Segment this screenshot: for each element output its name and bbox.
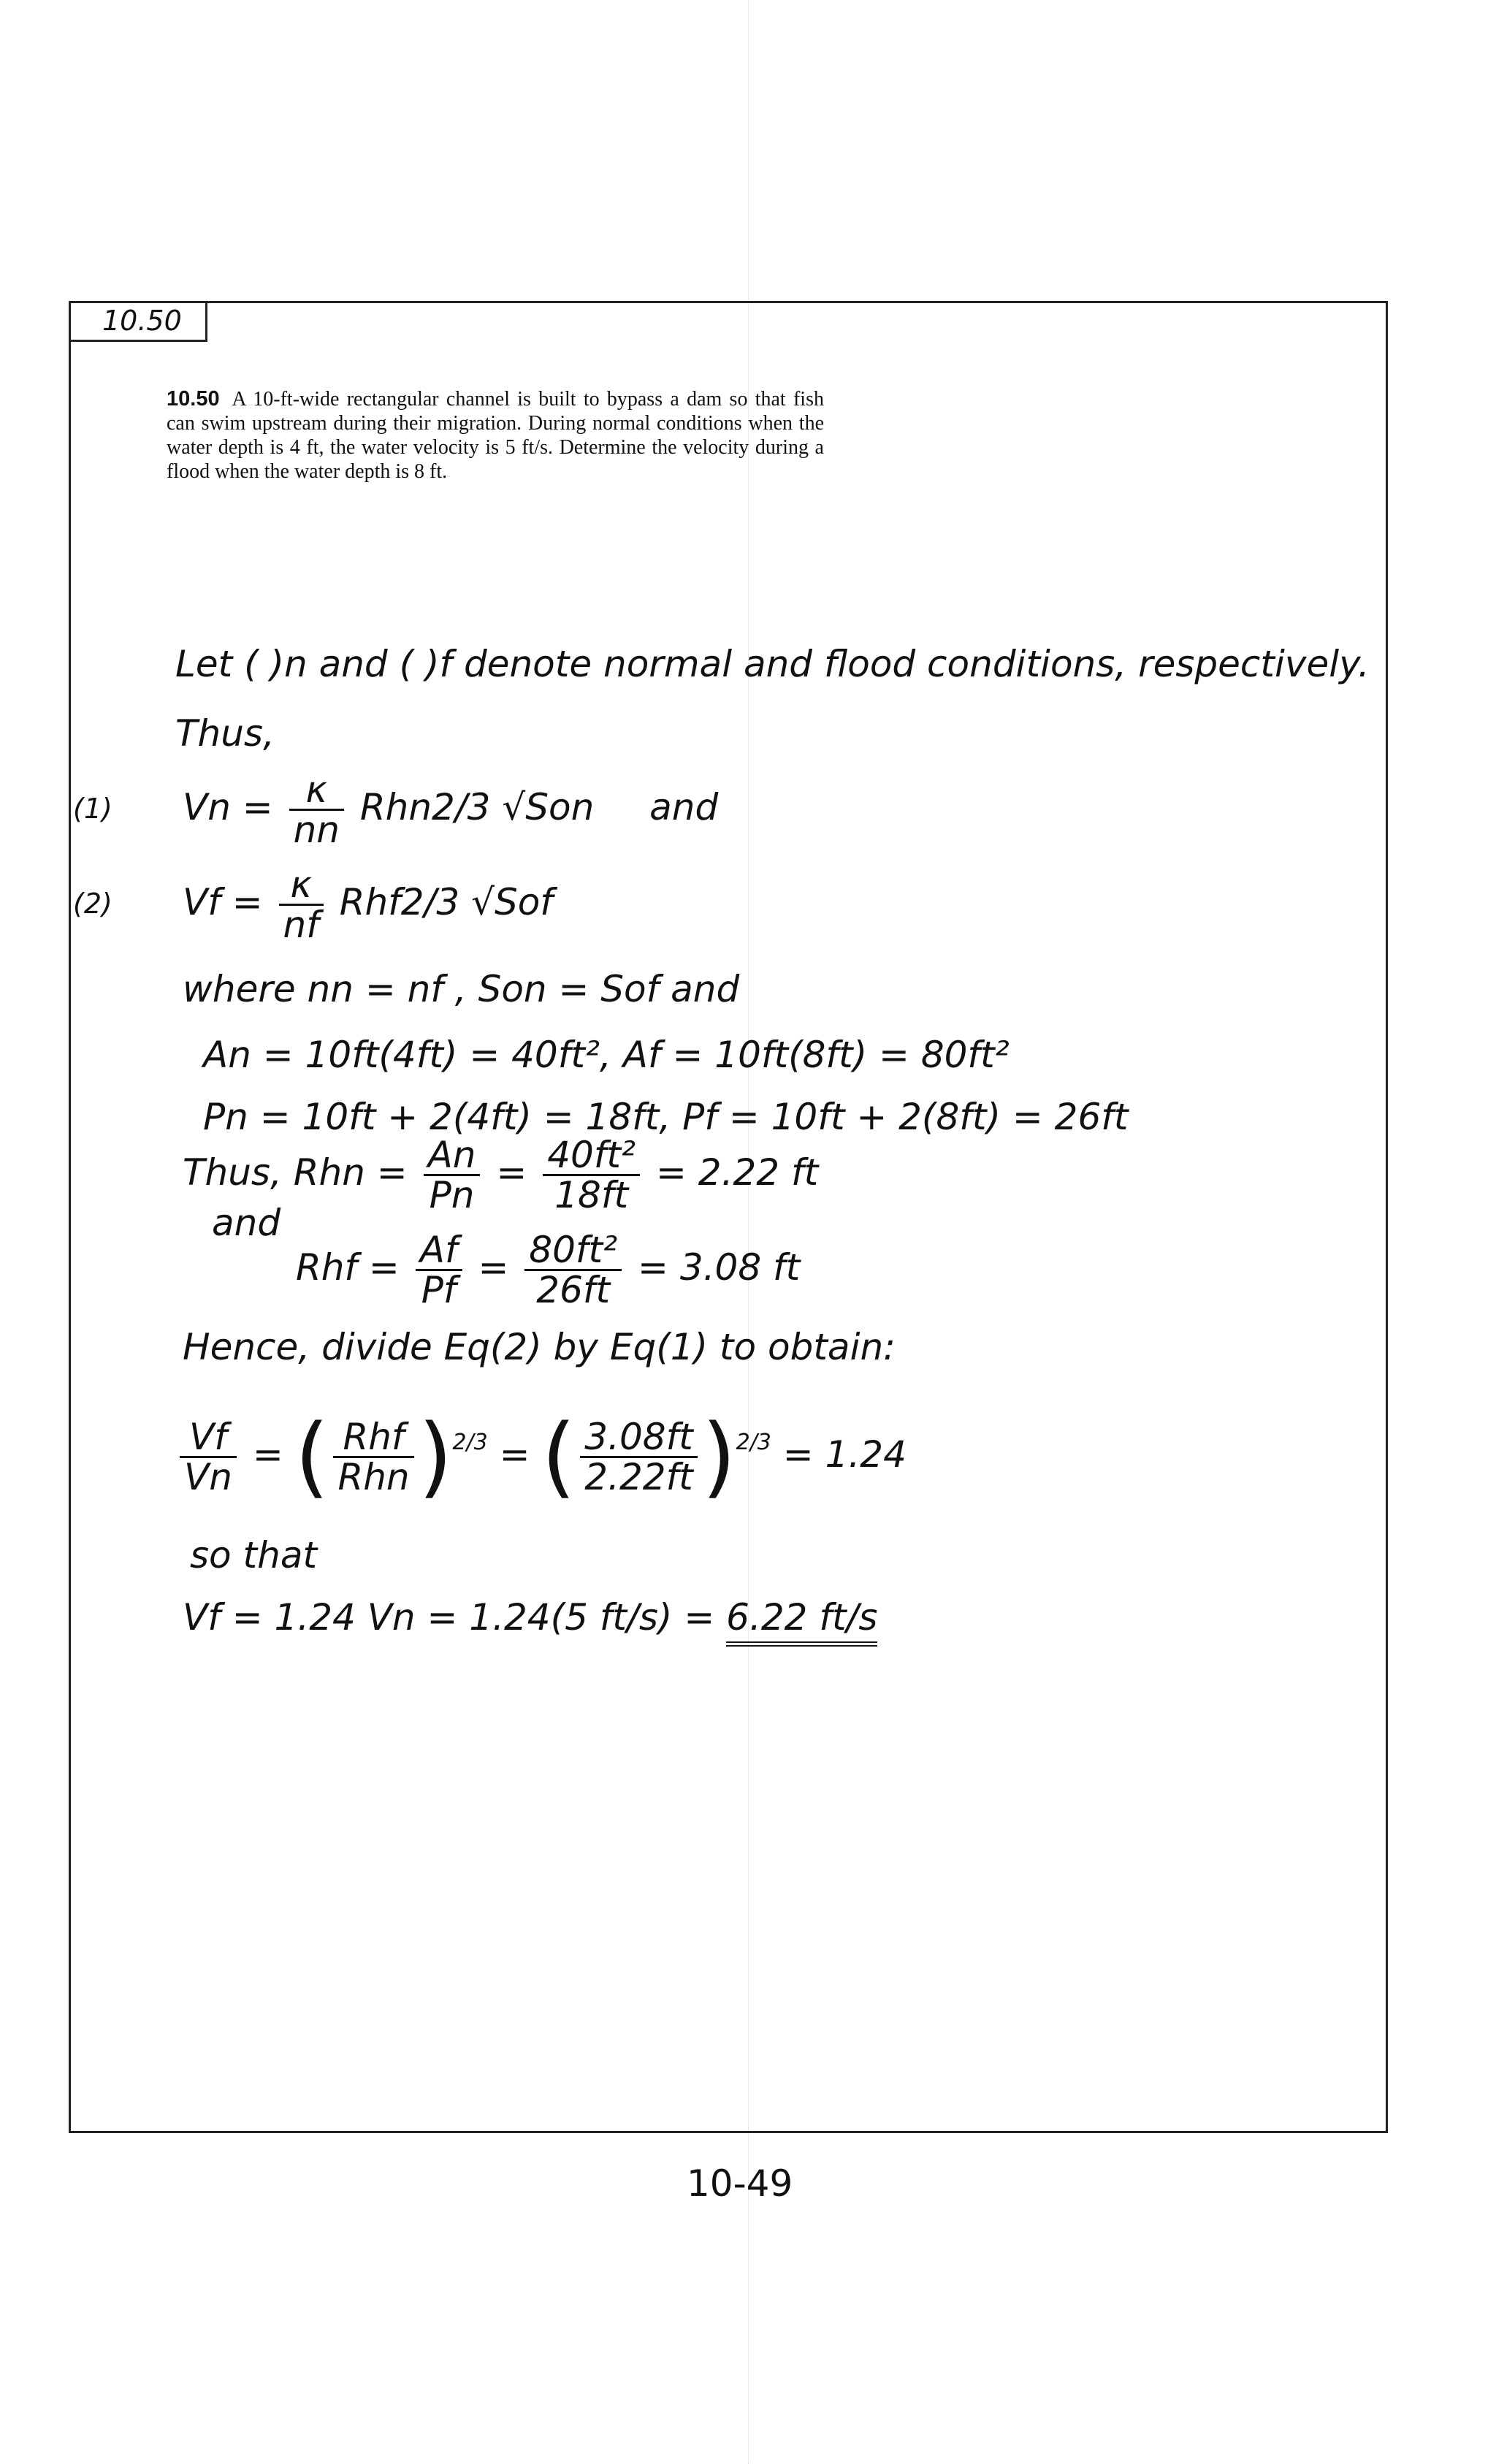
problem-tab <box>69 301 207 342</box>
thus-1: Thus, <box>175 712 275 755</box>
rhf-value-fraction <box>524 1231 622 1309</box>
right-paren: ) <box>701 1406 736 1508</box>
final-expression: Vf = 1.24 Vn = 1.24(5 ft/s) = <box>183 1596 715 1639</box>
eq2-num: κ <box>279 866 324 906</box>
eq2-lhs: Vf = <box>183 881 263 923</box>
eq2-fraction <box>279 863 324 946</box>
left-paren: ( <box>541 1406 576 1508</box>
ratio-lhs-num: Vf <box>180 1418 237 1458</box>
ratio-exp-1: 2/3 <box>452 1430 488 1455</box>
eq1-and: and <box>649 786 719 828</box>
equals-sign: = <box>496 1151 527 1194</box>
and-word: and <box>212 1202 281 1244</box>
eq1-fraction <box>289 768 344 851</box>
eq1-label: (1) <box>73 793 112 825</box>
page-number: 10-49 <box>687 2162 793 2205</box>
ratio-result: = 1.24 <box>782 1433 907 1476</box>
ratio-val-num: 3.08ft <box>580 1418 698 1458</box>
eq1-den: nn <box>293 809 340 851</box>
final-line <box>183 1596 877 1647</box>
eq1-lhs: Vn = <box>183 786 273 828</box>
problem-statement <box>167 387 824 484</box>
eq1-num: κ <box>289 771 344 811</box>
area-line: An = 10ft(4ft) = 40ft², Af = 10ft(8ft) = 80ft² <box>203 1034 1010 1076</box>
hence-line: Hence, divide Eq(2) by Eq(1) to obtain: <box>183 1326 896 1368</box>
rhn-fraction <box>424 1136 481 1214</box>
rhn-val-num: 40ft² <box>543 1136 640 1176</box>
eq2-den: nf <box>283 904 319 946</box>
rhf-fraction <box>416 1231 462 1309</box>
ratio-val-den: 2.22ft <box>584 1456 693 1498</box>
rhf-frac-den: Pf <box>421 1269 457 1311</box>
perimeter-line: Pn = 10ft + 2(4ft) = 18ft, Pf = 10ft + 2(8ft) = 26ft <box>203 1096 1129 1138</box>
rhn-result: = 2.22 ft <box>655 1151 819 1194</box>
rhn-val-den: 18ft <box>554 1174 629 1216</box>
equals-sign: = <box>478 1246 509 1289</box>
ratio-mid-num: Rhf <box>333 1418 413 1458</box>
equals-sign: = <box>252 1433 283 1476</box>
ratio-val-fraction <box>580 1418 698 1496</box>
rhf-line <box>296 1231 800 1309</box>
where-line: where nn = nf , Son = Sof and <box>183 968 740 1010</box>
rhn-value-fraction <box>543 1136 640 1214</box>
rhf-result: = 3.08 ft <box>638 1246 801 1289</box>
eq2-rest: Rhf2/3 √Sof <box>339 881 553 923</box>
ratio-lhs-fraction <box>180 1418 237 1496</box>
rhn-frac-den: Pn <box>429 1174 475 1216</box>
ratio-mid-den: Rhn <box>337 1456 410 1498</box>
ratio-mid-fraction <box>333 1418 413 1496</box>
so-that: so that <box>190 1534 318 1576</box>
equals-sign: = <box>499 1433 530 1476</box>
rhf-prefix: Rhf = <box>296 1246 400 1289</box>
rhf-val-den: 26ft <box>536 1269 611 1311</box>
left-paren: ( <box>294 1406 329 1508</box>
problem-number: 10.50 <box>167 387 220 411</box>
ratio-exp-2: 2/3 <box>736 1430 771 1455</box>
eq1-rest: Rhn2/3 √Son <box>359 786 595 828</box>
rhn-prefix: Thus, Rhn = <box>183 1151 408 1194</box>
ratio-line <box>175 1406 907 1508</box>
intro-line: Let ( )n and ( )f denote normal and flood conditions, respectively. <box>175 643 1370 685</box>
eq2-label: (2) <box>73 888 112 920</box>
rhf-frac-num: Af <box>416 1231 462 1271</box>
problem-text: A 10-ft-wide rectangular channel is built to bypass a dam so that fish can swim upstream during their migration. During normal conditions when the water depth is 4 ft, the water velocity is 5 ft/s. Determine the velocity during a flood when the water depth is 8 ft. <box>167 388 824 483</box>
right-paren: ) <box>418 1406 453 1508</box>
rhf-val-num: 80ft² <box>524 1231 622 1271</box>
equation-1 <box>183 768 719 851</box>
final-answer: 6.22 ft/s <box>726 1596 877 1647</box>
problem-tab-label: 10.50 <box>102 305 182 337</box>
ratio-lhs-den: Vn <box>184 1456 232 1498</box>
equation-2 <box>183 863 553 946</box>
rhn-frac-num: An <box>424 1136 481 1176</box>
